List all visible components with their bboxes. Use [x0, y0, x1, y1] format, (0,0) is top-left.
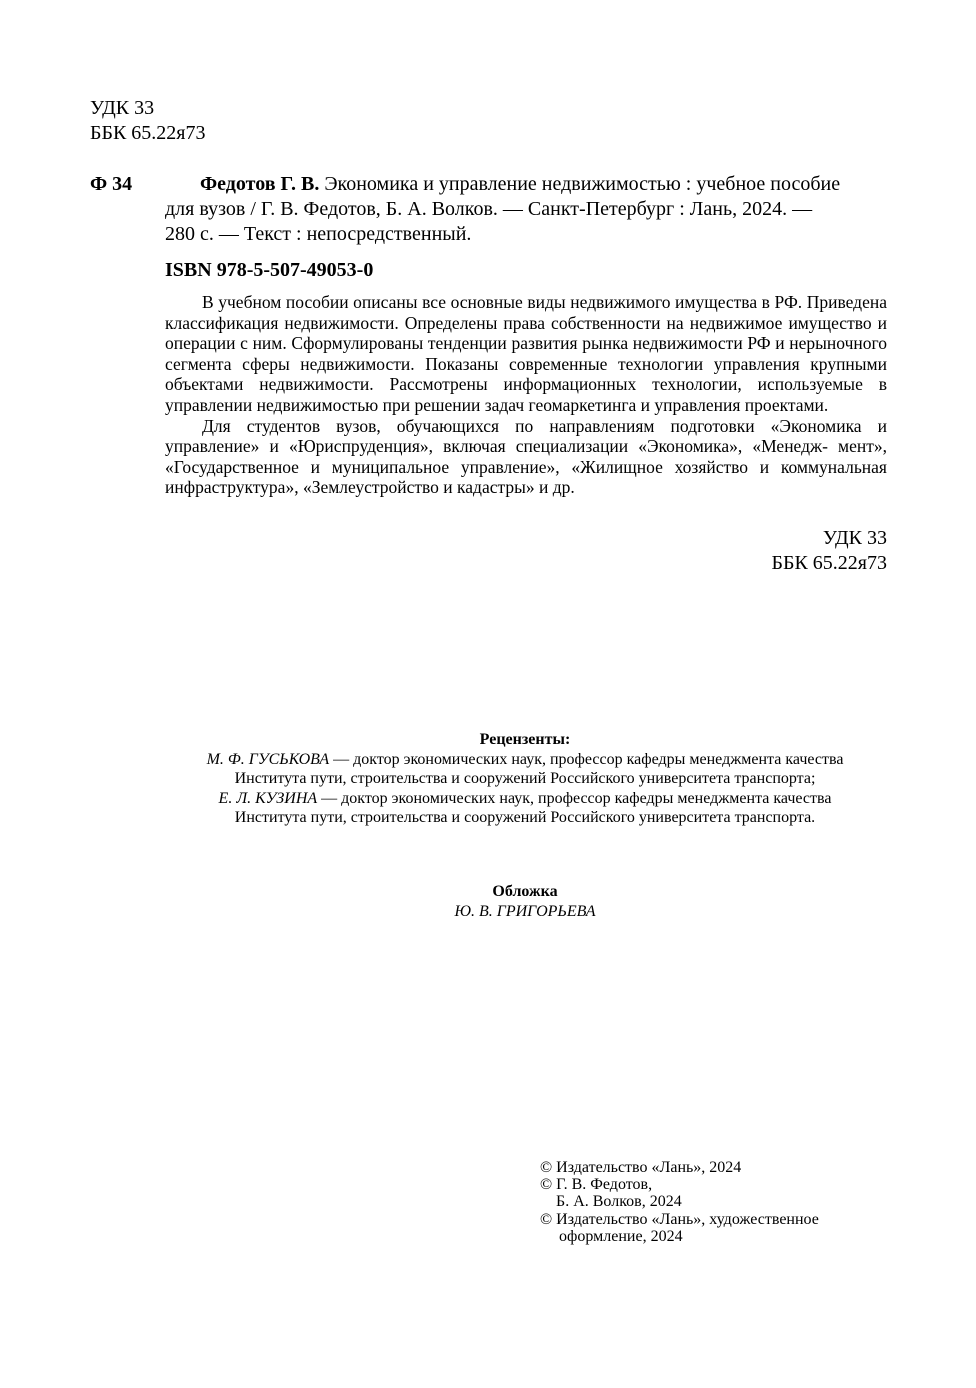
- book-title: Экономика и управление недвижимостью : учебное пособие: [319, 173, 841, 195]
- copyright-block: [540, 1159, 900, 1245]
- copyright-line: © Издательство «Лань», 2024: [540, 1159, 742, 1176]
- isbn: ISBN 978-5-507-49053-0: [165, 259, 374, 281]
- reviewer-1: [90, 750, 960, 770]
- reviewer-2-desc: — доктор экономических наук, профессор кафедры менеджмента качества: [317, 789, 832, 807]
- reviewer-2: [90, 789, 960, 809]
- abstract-line: информационных технологии, используемые в управлении недвижимостью при решении: [165, 374, 887, 415]
- abstract-line: управление» и «Юриспруденция», включая специализации «Экономика», «Менедж-: [165, 436, 828, 457]
- abstract-paragraph-2: [165, 416, 887, 498]
- reviewer-1-desc: — доктор экономических наук, профессор кафедры менеджмента качества: [329, 750, 844, 768]
- reviewer-1-name: М. Ф. ГУСЬКОВА: [206, 750, 330, 768]
- udk-footer-block: [600, 526, 887, 576]
- udk-code-bottom: УДК 33: [822, 527, 887, 549]
- reviewers-heading: Рецензенты:: [479, 731, 571, 748]
- copyright-line: оформление, 2024: [559, 1227, 683, 1245]
- bbk-code: ББК 65.22я73: [90, 122, 206, 144]
- reviewer-2-affiliation: Института пути, строительства и сооружений Российского университета транспорта.: [234, 809, 816, 826]
- abstract-line: Приведена классификация недвижимости. Определены права собственности на: [165, 292, 887, 333]
- bbk-code-bottom: ББК 65.22я73: [771, 552, 887, 574]
- copyright-line: Б. А. Волков, 2024: [556, 1193, 682, 1211]
- biblio-line-1: [165, 172, 887, 197]
- biblio-line-3: 280 с. — Текст : непосредственный.: [165, 223, 472, 245]
- abstract-line: В учебном пособии описаны все основные виды недвижимого имущества в РФ.: [202, 292, 803, 312]
- cover-heading: Обложка: [492, 883, 558, 900]
- cover-designer: Ю. В. ГРИГОРЬЕВА: [454, 902, 596, 920]
- catalog-code: Ф 34: [90, 173, 133, 195]
- reviewers-section: [90, 730, 960, 828]
- cover-credit: [90, 882, 960, 921]
- abstract-line: современные технологии управления крупными объектами недвижимости. Рассмотрены: [165, 353, 887, 395]
- abstract-line: недвижимое имущество и операции с ним. Сформулированы тенденции развития рынка: [165, 312, 888, 354]
- udk-header-block: [90, 96, 206, 146]
- copyright-line: © Г. В. Федотов,: [540, 1176, 653, 1194]
- reviewer-2-name: Е. Л. КУЗИНА: [218, 789, 318, 807]
- abstract-line: Для студентов вузов, обучающихся по направлениям подготовки «Экономика и: [202, 415, 887, 436]
- abstract: [165, 292, 887, 498]
- bibliographic-record: [165, 172, 887, 247]
- author-name: Федотов Г. В.: [200, 173, 320, 195]
- reviewer-1-affiliation: Института пути, строительства и сооружений Российского университета транспорта;: [234, 770, 816, 787]
- abstract-line: мент», «Государственное и муниципальное управление», «Жилищное хозяйство и: [165, 436, 887, 477]
- udk-code: УДК 33: [90, 97, 155, 119]
- biblio-line-2: для вузов / Г. В. Федотов, Б. А. Волков. — Санкт-Петербург : Лань, 2024. —: [165, 198, 813, 220]
- abstract-paragraph-1: [165, 292, 887, 416]
- abstract-line: коммунальная инфраструктура», «Землеустройство и кадастры» и др.: [165, 456, 887, 498]
- copyright-line: © Издательство «Лань», художественное: [540, 1210, 819, 1228]
- abstract-line: задач геомаркетинга и управления проектами.: [484, 394, 829, 415]
- abstract-line: недвижимости РФ и нерыночного сегмента сферы недвижимости. Показаны: [165, 333, 887, 374]
